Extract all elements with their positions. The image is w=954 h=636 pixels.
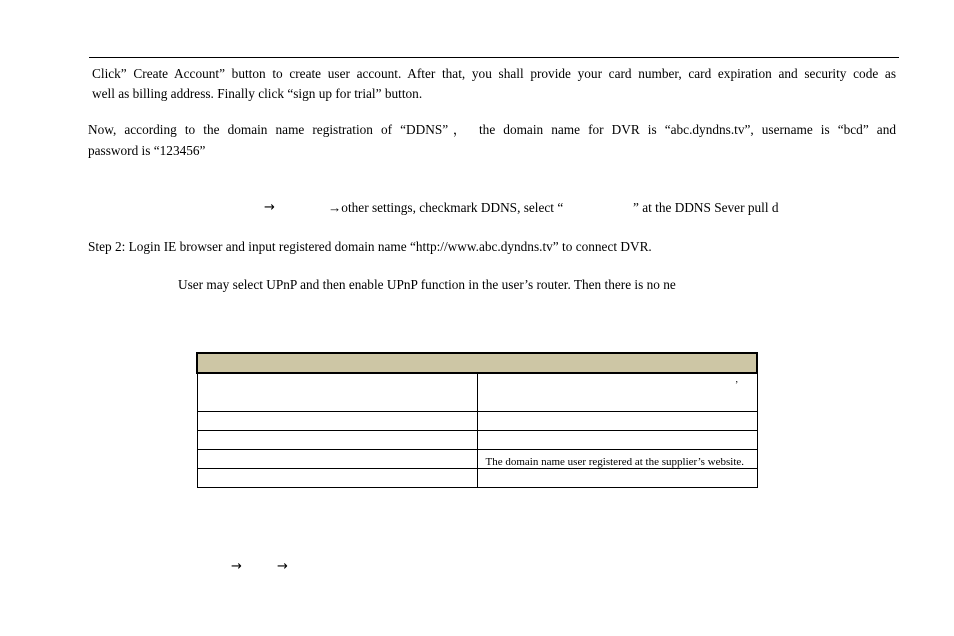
step1-ddns-server-text: ” at the DDNS Sever pull d [633,200,779,215]
ddns-parameter-table [196,352,758,488]
table-cell-label [197,373,477,412]
table-cell-label [197,412,477,431]
paragraph-create-account-line2: well as billing address. Finally click “sign up for trial” button. [92,86,423,101]
table-row [197,373,757,412]
table-cell-desc [477,469,757,488]
table-cell-desc [477,373,757,412]
table-header-cell [197,353,757,373]
paragraph-create-account-line1: Click” Create Account” button to create user account. After that, you shall provide your card number, card expiration and security code as [92,66,896,81]
table-row [197,431,757,450]
table-row [197,450,757,469]
table-cell-label [197,469,477,488]
table-cell-desc [477,431,757,450]
arrow-right-icon: → [277,559,288,574]
step2-text: Step 2: Login IE browser and input registered domain name “http://www.abc.dyndns.tv” to connect DVR. [88,239,652,254]
table-row [197,469,757,488]
step1-settings-text: →other settings, checkmark DDNS, select “ [328,200,564,215]
arrow-right-icon: → [264,200,275,215]
paragraph-ddns-example-line2: password is “123456” [88,143,206,158]
arrow-right-icon: → [231,559,242,574]
header-rule [89,57,899,58]
table-cell-host-domain-desc: The domain name user registered at the supplier’s website. [477,450,757,469]
paragraph-ddns-example-line1: Now, according to the domain name registration of “DDNS”， the domain name for DVR is “abc.dyndns.tv”, username is “bcd” and [88,122,896,137]
table-cell-label [197,431,477,450]
table-row1-mark: ’ [735,380,739,391]
upnp-note: User may select UPnP and then enable UPnP function in the user’s router. Then there is no ne [178,277,676,292]
table-cell-desc [477,412,757,431]
table-row [197,412,757,431]
table-header-row [197,353,757,373]
table-cell-label [197,450,477,469]
